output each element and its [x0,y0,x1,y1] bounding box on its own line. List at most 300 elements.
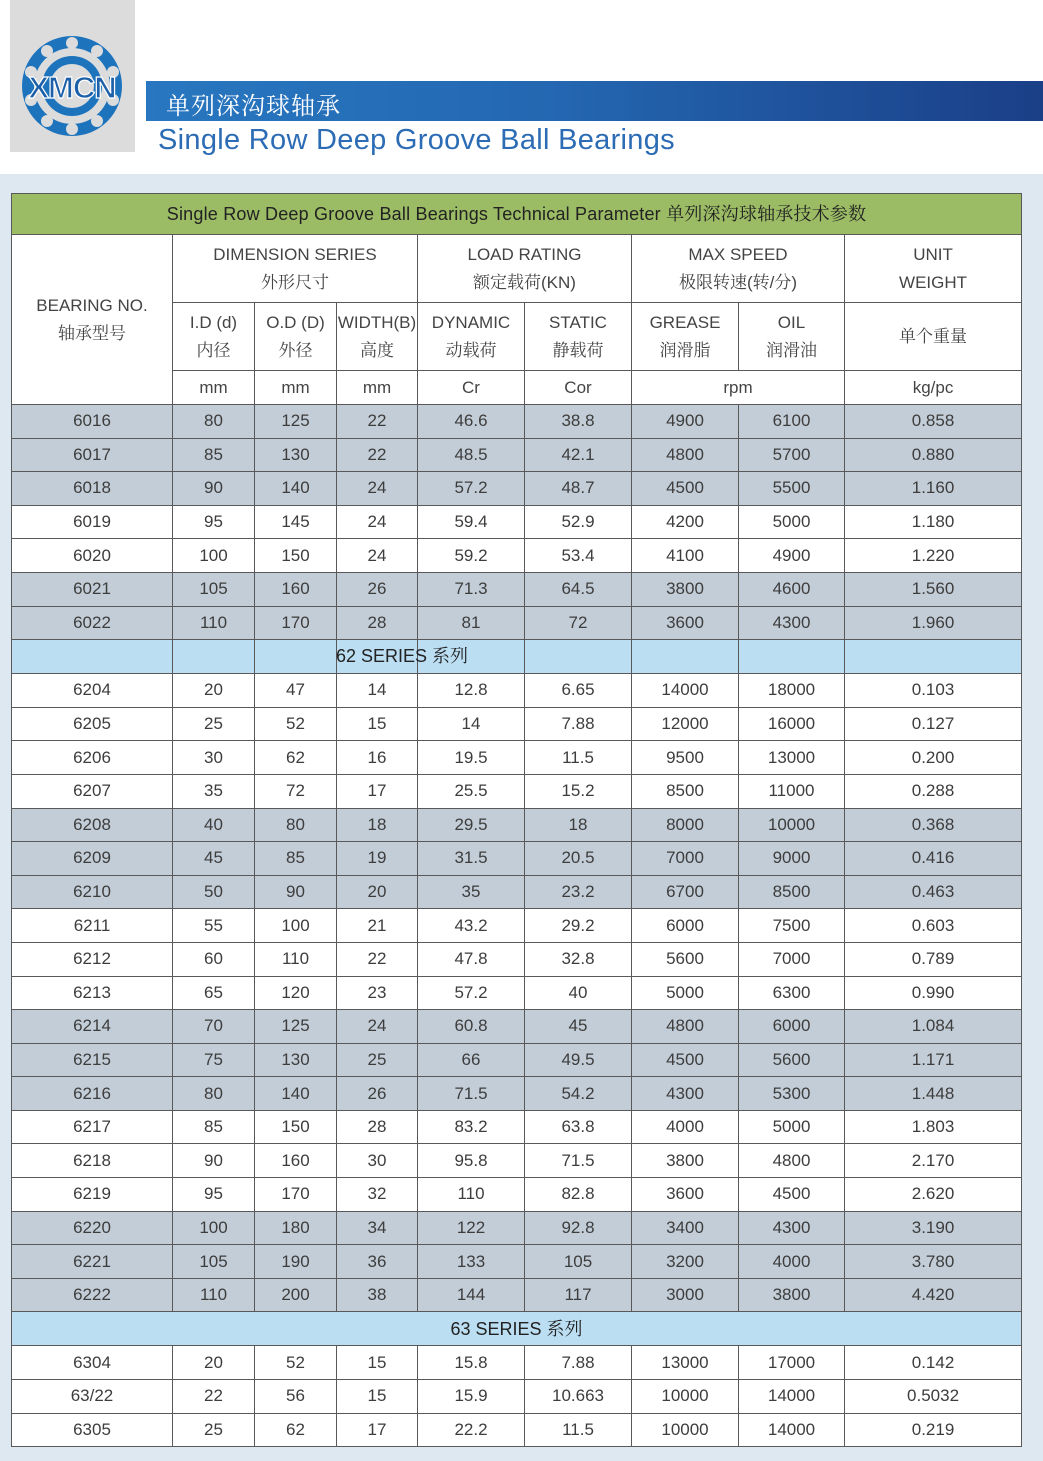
cell-od: 120 [255,976,337,1010]
cell-od: 100 [255,909,337,943]
cell-od: 125 [255,405,337,439]
cell-bearing-no: 6211 [12,909,173,943]
table-row [12,674,1022,708]
cell-width: 15 [337,1380,418,1414]
page-title-en: Single Row Deep Groove Ball Bearings [158,124,675,156]
table-row [12,808,1022,842]
cell-bearing-no: 6018 [12,472,173,506]
cell-od: 170 [255,606,337,640]
cell-oil: 5700 [739,438,845,472]
cell-id: 100 [173,1211,255,1245]
table-row [12,1010,1022,1044]
cell-id: 95 [173,505,255,539]
table-row [12,741,1022,775]
cell-bearing-no: 6209 [12,842,173,876]
cell-oil: 16000 [739,707,845,741]
cell-id: 20 [173,674,255,708]
cell-od: 110 [255,942,337,976]
cell-oil: 17000 [739,1346,845,1380]
cell-static: 32.8 [525,942,632,976]
cell-dynamic: 31.5 [418,842,525,876]
cell-od: 190 [255,1245,337,1279]
header-unit-weight: UNIT WEIGHT [845,235,1022,303]
table-row [12,1380,1022,1414]
cell-width: 24 [337,472,418,506]
cell-grease: 6700 [632,875,739,909]
cell-od: 62 [255,741,337,775]
cell-dynamic: 133 [418,1245,525,1279]
logo-text: XMCN [28,70,116,105]
cell-width: 21 [337,909,418,943]
header-load-rating: LOAD RATING 额定载荷(KN) [418,235,632,303]
cell-weight: 1.448 [845,1077,1022,1111]
cell-bearing-no: 6021 [12,572,173,606]
table-row [12,1278,1022,1312]
cell-id: 85 [173,438,255,472]
cell-dynamic: 47.8 [418,942,525,976]
table-row [12,707,1022,741]
cell-static: 10.663 [525,1380,632,1414]
cell-bearing-no: 6020 [12,539,173,573]
cell-static: 71.5 [525,1144,632,1178]
cell-id: 55 [173,909,255,943]
cell-od: 52 [255,1346,337,1380]
cell-static: 105 [525,1245,632,1279]
cell-od: 140 [255,1077,337,1111]
cell-bearing-no: 6016 [12,405,173,439]
cell-bearing-no: 6217 [12,1110,173,1144]
cell-id: 90 [173,1144,255,1178]
cell-grease: 3400 [632,1211,739,1245]
table-row [12,1110,1022,1144]
series-60-body [12,405,1022,640]
cell-static: 11.5 [525,741,632,775]
cell-static: 38.8 [525,405,632,439]
cell-static: 23.2 [525,875,632,909]
cell-weight: 0.603 [845,909,1022,943]
cell-id: 45 [173,842,255,876]
cell-od: 180 [255,1211,337,1245]
cell-grease: 6000 [632,909,739,943]
table-row [12,505,1022,539]
cell-grease: 4200 [632,505,739,539]
cell-oil: 4300 [739,1211,845,1245]
cell-grease: 5600 [632,942,739,976]
unit-static: Cor [525,371,632,405]
cell-dynamic: 29.5 [418,808,525,842]
cell-id: 100 [173,539,255,573]
cell-static: 117 [525,1278,632,1312]
cell-static: 7.88 [525,1346,632,1380]
cell-bearing-no: 6221 [12,1245,173,1279]
cell-weight: 0.463 [845,875,1022,909]
cell-id: 110 [173,1278,255,1312]
cell-id: 105 [173,572,255,606]
cell-od: 160 [255,572,337,606]
xmcn-logo [18,30,126,142]
cell-static: 7.88 [525,707,632,741]
cell-dynamic: 59.2 [418,539,525,573]
cell-oil: 6100 [739,405,845,439]
cell-id: 80 [173,1077,255,1111]
cell-id: 25 [173,707,255,741]
cell-grease: 4500 [632,1043,739,1077]
cell-weight: 1.560 [845,572,1022,606]
cell-bearing-no: 6305 [12,1413,173,1447]
cell-weight: 0.858 [845,405,1022,439]
cell-width: 30 [337,1144,418,1178]
header-bearing-no: BEARING NO. 轴承型号 [12,235,173,405]
cell-bearing-no: 6222 [12,1278,173,1312]
cell-grease: 4300 [632,1077,739,1111]
cell-grease: 3600 [632,606,739,640]
cell-static: 92.8 [525,1211,632,1245]
cell-width: 26 [337,572,418,606]
cell-weight: 0.368 [845,808,1022,842]
cell-weight: 0.416 [845,842,1022,876]
cell-weight: 2.170 [845,1144,1022,1178]
cell-dynamic: 43.2 [418,909,525,943]
series-63-header [12,1312,1022,1346]
series-63-body [12,1346,1022,1447]
cell-od: 56 [255,1380,337,1414]
cell-dynamic: 95.8 [418,1144,525,1178]
cell-static: 11.5 [525,1413,632,1447]
cell-dynamic: 57.2 [418,472,525,506]
cell-width: 24 [337,539,418,573]
cell-static: 42.1 [525,438,632,472]
unit-od: mm [255,371,337,405]
series-62-body [12,674,1022,1312]
cell-grease: 4000 [632,1110,739,1144]
cell-bearing-no: 6219 [12,1178,173,1212]
cell-grease: 4500 [632,472,739,506]
cell-grease: 14000 [632,674,739,708]
cell-grease: 7000 [632,842,739,876]
cell-bearing-no: 6206 [12,741,173,775]
cell-id: 60 [173,942,255,976]
cell-width: 19 [337,842,418,876]
cell-width: 15 [337,707,418,741]
table-row [12,1043,1022,1077]
cell-width: 26 [337,1077,418,1111]
cell-weight: 0.219 [845,1413,1022,1447]
series-62-label: 62 SERIES 系列 [336,646,469,667]
cell-oil: 14000 [739,1380,845,1414]
cell-bearing-no: 63/22 [12,1380,173,1414]
cell-oil: 4900 [739,539,845,573]
cell-weight: 0.990 [845,976,1022,1010]
cell-oil: 18000 [739,674,845,708]
cell-weight: 2.620 [845,1178,1022,1212]
cell-weight: 0.103 [845,674,1022,708]
cell-grease: 3000 [632,1278,739,1312]
cell-oil: 8500 [739,875,845,909]
cell-dynamic: 15.9 [418,1380,525,1414]
cell-oil: 4500 [739,1178,845,1212]
cell-id: 90 [173,472,255,506]
page-title-cn: 单列深沟球轴承 [166,92,341,120]
cell-dynamic: 83.2 [418,1110,525,1144]
cell-width: 16 [337,741,418,775]
cell-grease: 3600 [632,1178,739,1212]
cell-oil: 13000 [739,741,845,775]
cell-width: 22 [337,942,418,976]
cell-grease: 5000 [632,976,739,1010]
cell-dynamic: 122 [418,1211,525,1245]
cell-bearing-no: 6208 [12,808,173,842]
cell-grease: 8000 [632,808,739,842]
cell-width: 36 [337,1245,418,1279]
cell-od: 90 [255,875,337,909]
unit-weight: kg/pc [845,371,1022,405]
cell-grease: 10000 [632,1380,739,1414]
table-row [12,1413,1022,1447]
cell-dynamic: 35 [418,875,525,909]
cell-weight: 1.180 [845,505,1022,539]
table-row [12,1211,1022,1245]
cell-bearing-no: 6218 [12,1144,173,1178]
cell-width: 28 [337,606,418,640]
table-caption: Single Row Deep Groove Ball Bearings Technical Parameter 单列深沟球轴承技术参数 [12,194,1022,235]
cell-width: 38 [337,1278,418,1312]
cell-bearing-no: 6204 [12,674,173,708]
cell-width: 32 [337,1178,418,1212]
cell-od: 80 [255,808,337,842]
header-od: O.D (D) 外径 [255,303,337,371]
cell-id: 65 [173,976,255,1010]
cell-oil: 6300 [739,976,845,1010]
cell-od: 200 [255,1278,337,1312]
cell-dynamic: 71.3 [418,572,525,606]
cell-id: 110 [173,606,255,640]
cell-id: 30 [173,741,255,775]
cell-static: 15.2 [525,774,632,808]
cell-oil: 5000 [739,1110,845,1144]
cell-weight: 1.171 [845,1043,1022,1077]
cell-static: 48.7 [525,472,632,506]
header-grease: GREASE 润滑脂 [632,303,739,371]
cell-weight: 1.960 [845,606,1022,640]
title-bar [146,81,1043,121]
table-row [12,405,1022,439]
cell-bearing-no: 6212 [12,942,173,976]
cell-dynamic: 46.6 [418,405,525,439]
cell-static: 54.2 [525,1077,632,1111]
cell-oil: 5000 [739,505,845,539]
cell-dynamic: 14 [418,707,525,741]
cell-id: 50 [173,875,255,909]
cell-grease: 12000 [632,707,739,741]
bearing-spec-table [11,193,1022,1447]
cell-static: 64.5 [525,572,632,606]
cell-width: 17 [337,1413,418,1447]
cell-id: 35 [173,774,255,808]
cell-oil: 9000 [739,842,845,876]
cell-width: 15 [337,1346,418,1380]
cell-static: 53.4 [525,539,632,573]
table-row [12,572,1022,606]
cell-grease: 4100 [632,539,739,573]
cell-weight: 3.780 [845,1245,1022,1279]
cell-dynamic: 15.8 [418,1346,525,1380]
cell-oil: 4600 [739,572,845,606]
cell-oil: 7500 [739,909,845,943]
cell-oil: 5300 [739,1077,845,1111]
cell-oil: 6000 [739,1010,845,1044]
cell-od: 130 [255,1043,337,1077]
cell-grease: 13000 [632,1346,739,1380]
cell-width: 24 [337,505,418,539]
cell-oil: 11000 [739,774,845,808]
cell-weight: 0.789 [845,942,1022,976]
header-oil: OIL 润滑油 [739,303,845,371]
series-63-label: 63 SERIES 系列 [12,1312,1022,1346]
cell-bearing-no: 6210 [12,875,173,909]
cell-static: 20.5 [525,842,632,876]
cell-id: 80 [173,405,255,439]
header-dynamic: DYNAMIC 动载荷 [418,303,525,371]
header-width: WIDTH(B) 高度 [337,303,418,371]
cell-bearing-no: 6205 [12,707,173,741]
cell-id: 20 [173,1346,255,1380]
table-row [12,909,1022,943]
cell-bearing-no: 6017 [12,438,173,472]
cell-bearing-no: 6304 [12,1346,173,1380]
header-max-speed: MAX SPEED 极限转速(转/分) [632,235,845,303]
cell-weight: 0.200 [845,741,1022,775]
cell-od: 150 [255,539,337,573]
header-id: I.D (d) 内径 [173,303,255,371]
cell-width: 14 [337,674,418,708]
cell-weight: 1.160 [845,472,1022,506]
cell-oil: 14000 [739,1413,845,1447]
table-row [12,976,1022,1010]
table-row [12,606,1022,640]
unit-width: mm [337,371,418,405]
cell-bearing-no: 6220 [12,1211,173,1245]
cell-width: 24 [337,1010,418,1044]
cell-dynamic: 144 [418,1278,525,1312]
cell-oil: 3800 [739,1278,845,1312]
cell-bearing-no: 6207 [12,774,173,808]
cell-grease: 9500 [632,741,739,775]
cell-dynamic: 25.5 [418,774,525,808]
cell-id: 85 [173,1110,255,1144]
cell-oil: 4800 [739,1144,845,1178]
cell-oil: 4000 [739,1245,845,1279]
cell-static: 52.9 [525,505,632,539]
cell-oil: 7000 [739,942,845,976]
table-row [12,774,1022,808]
header-static: STATIC 静载荷 [525,303,632,371]
table-row [12,1077,1022,1111]
cell-dynamic: 81 [418,606,525,640]
cell-grease: 8500 [632,774,739,808]
table-row [12,539,1022,573]
cell-id: 105 [173,1245,255,1279]
cell-static: 49.5 [525,1043,632,1077]
cell-static: 45 [525,1010,632,1044]
cell-dynamic: 19.5 [418,741,525,775]
cell-grease: 4800 [632,1010,739,1044]
cell-dynamic: 57.2 [418,976,525,1010]
table-row [12,942,1022,976]
cell-width: 28 [337,1110,418,1144]
table-row [12,875,1022,909]
table-row [12,1144,1022,1178]
cell-od: 130 [255,438,337,472]
cell-dynamic: 66 [418,1043,525,1077]
cell-grease: 3800 [632,1144,739,1178]
cell-width: 22 [337,405,418,439]
cell-static: 6.65 [525,674,632,708]
cell-static: 82.8 [525,1178,632,1212]
cell-width: 17 [337,774,418,808]
cell-weight: 0.288 [845,774,1022,808]
cell-weight: 0.127 [845,707,1022,741]
cell-oil: 10000 [739,808,845,842]
cell-dynamic: 59.4 [418,505,525,539]
cell-width: 23 [337,976,418,1010]
cell-weight: 1.220 [845,539,1022,573]
cell-id: 70 [173,1010,255,1044]
logo-panel [10,0,135,152]
unit-dynamic: Cr [418,371,525,405]
cell-id: 75 [173,1043,255,1077]
cell-od: 170 [255,1178,337,1212]
cell-id: 22 [173,1380,255,1414]
cell-static: 72 [525,606,632,640]
table-row [12,1346,1022,1380]
cell-id: 25 [173,1413,255,1447]
cell-od: 160 [255,1144,337,1178]
table-row [12,1245,1022,1279]
cell-od: 72 [255,774,337,808]
cell-dynamic: 12.8 [418,674,525,708]
cell-width: 20 [337,875,418,909]
table-row [12,1178,1022,1212]
cell-bearing-no: 6019 [12,505,173,539]
cell-oil: 5600 [739,1043,845,1077]
cell-oil: 5500 [739,472,845,506]
cell-static: 29.2 [525,909,632,943]
cell-static: 40 [525,976,632,1010]
cell-width: 18 [337,808,418,842]
cell-od: 125 [255,1010,337,1044]
cell-weight: 0.142 [845,1346,1022,1380]
cell-dynamic: 48.5 [418,438,525,472]
cell-grease: 10000 [632,1413,739,1447]
cell-od: 47 [255,674,337,708]
unit-speed: rpm [632,371,845,405]
table-row [12,438,1022,472]
cell-bearing-no: 6214 [12,1010,173,1044]
cell-grease: 4900 [632,405,739,439]
cell-width: 22 [337,438,418,472]
unit-id: mm [173,371,255,405]
header-dimension-series: DIMENSION SERIES 外形尺寸 [173,235,418,303]
cell-id: 40 [173,808,255,842]
cell-od: 85 [255,842,337,876]
cell-grease: 3800 [632,572,739,606]
table-row [12,842,1022,876]
cell-weight: 1.803 [845,1110,1022,1144]
cell-width: 25 [337,1043,418,1077]
cell-od: 145 [255,505,337,539]
cell-od: 150 [255,1110,337,1144]
cell-grease: 3200 [632,1245,739,1279]
